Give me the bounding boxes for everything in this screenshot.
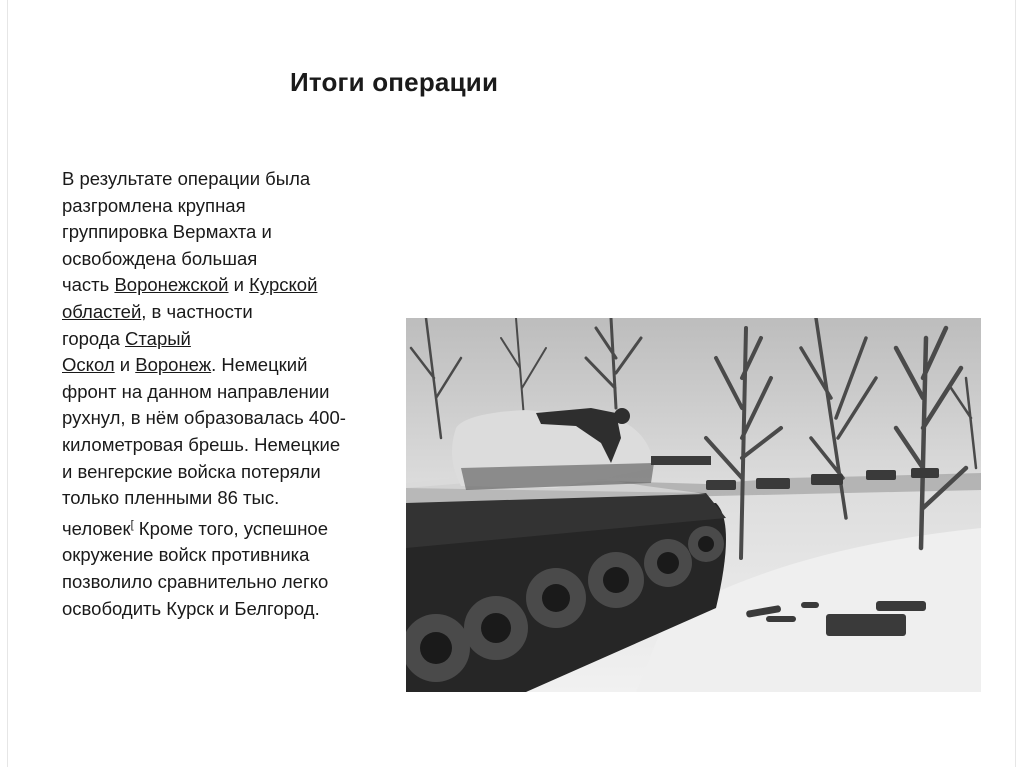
link-stary-oskol-1[interactable]: Старый xyxy=(125,327,191,349)
text-fragment: города xyxy=(62,327,126,349)
text-line: разгромлена крупная xyxy=(62,194,246,216)
text-fragment: часть xyxy=(62,274,115,296)
text-fragment: и xyxy=(228,274,250,296)
text-line: километровая брешь. Немецкие xyxy=(62,433,341,455)
text-line: окружение войск противника xyxy=(62,544,310,566)
text-line: и венгерские войска потеряли xyxy=(62,460,321,482)
tank-photo xyxy=(406,318,981,692)
slide-title: Итоги операции xyxy=(290,67,499,97)
link-voronezh[interactable]: Воронеж xyxy=(135,354,212,376)
text-line xyxy=(62,512,392,543)
link-stary-oskol-2[interactable]: Оскол xyxy=(62,354,115,376)
text-line: фронт на данном направлении xyxy=(62,380,330,402)
tank-photo-svg xyxy=(406,318,981,692)
text-line: освободить Курск и Белгород. xyxy=(62,597,320,619)
text-line xyxy=(62,272,392,299)
link-kursk-oblast[interactable]: Курской xyxy=(249,274,318,296)
text-fragment: . Немецкий xyxy=(211,354,308,376)
text-fragment: человек xyxy=(62,517,131,539)
link-oblasts[interactable]: областей xyxy=(62,300,142,322)
text-fragment: и xyxy=(114,354,136,376)
body-paragraph xyxy=(62,166,392,622)
text-line: группировка Вермахта и xyxy=(62,221,272,243)
text-line: только пленными 86 тыс. xyxy=(62,487,280,509)
text-line xyxy=(62,299,392,326)
text-line xyxy=(62,326,392,353)
text-line xyxy=(62,352,392,379)
text-fragment: , в частности xyxy=(141,300,253,322)
text-line: В результате операции была xyxy=(62,168,311,189)
text-line: освобождена большая xyxy=(62,247,258,269)
footnote-marker[interactable]: [ xyxy=(130,518,134,531)
text-fragment: Кроме того, успешное xyxy=(133,517,329,539)
text-line: позволило сравнительно легко xyxy=(62,570,329,592)
text-line: рухнул, в нём образовалась 400- xyxy=(62,407,346,429)
link-voronezh-oblast[interactable]: Воронежской xyxy=(114,274,229,296)
